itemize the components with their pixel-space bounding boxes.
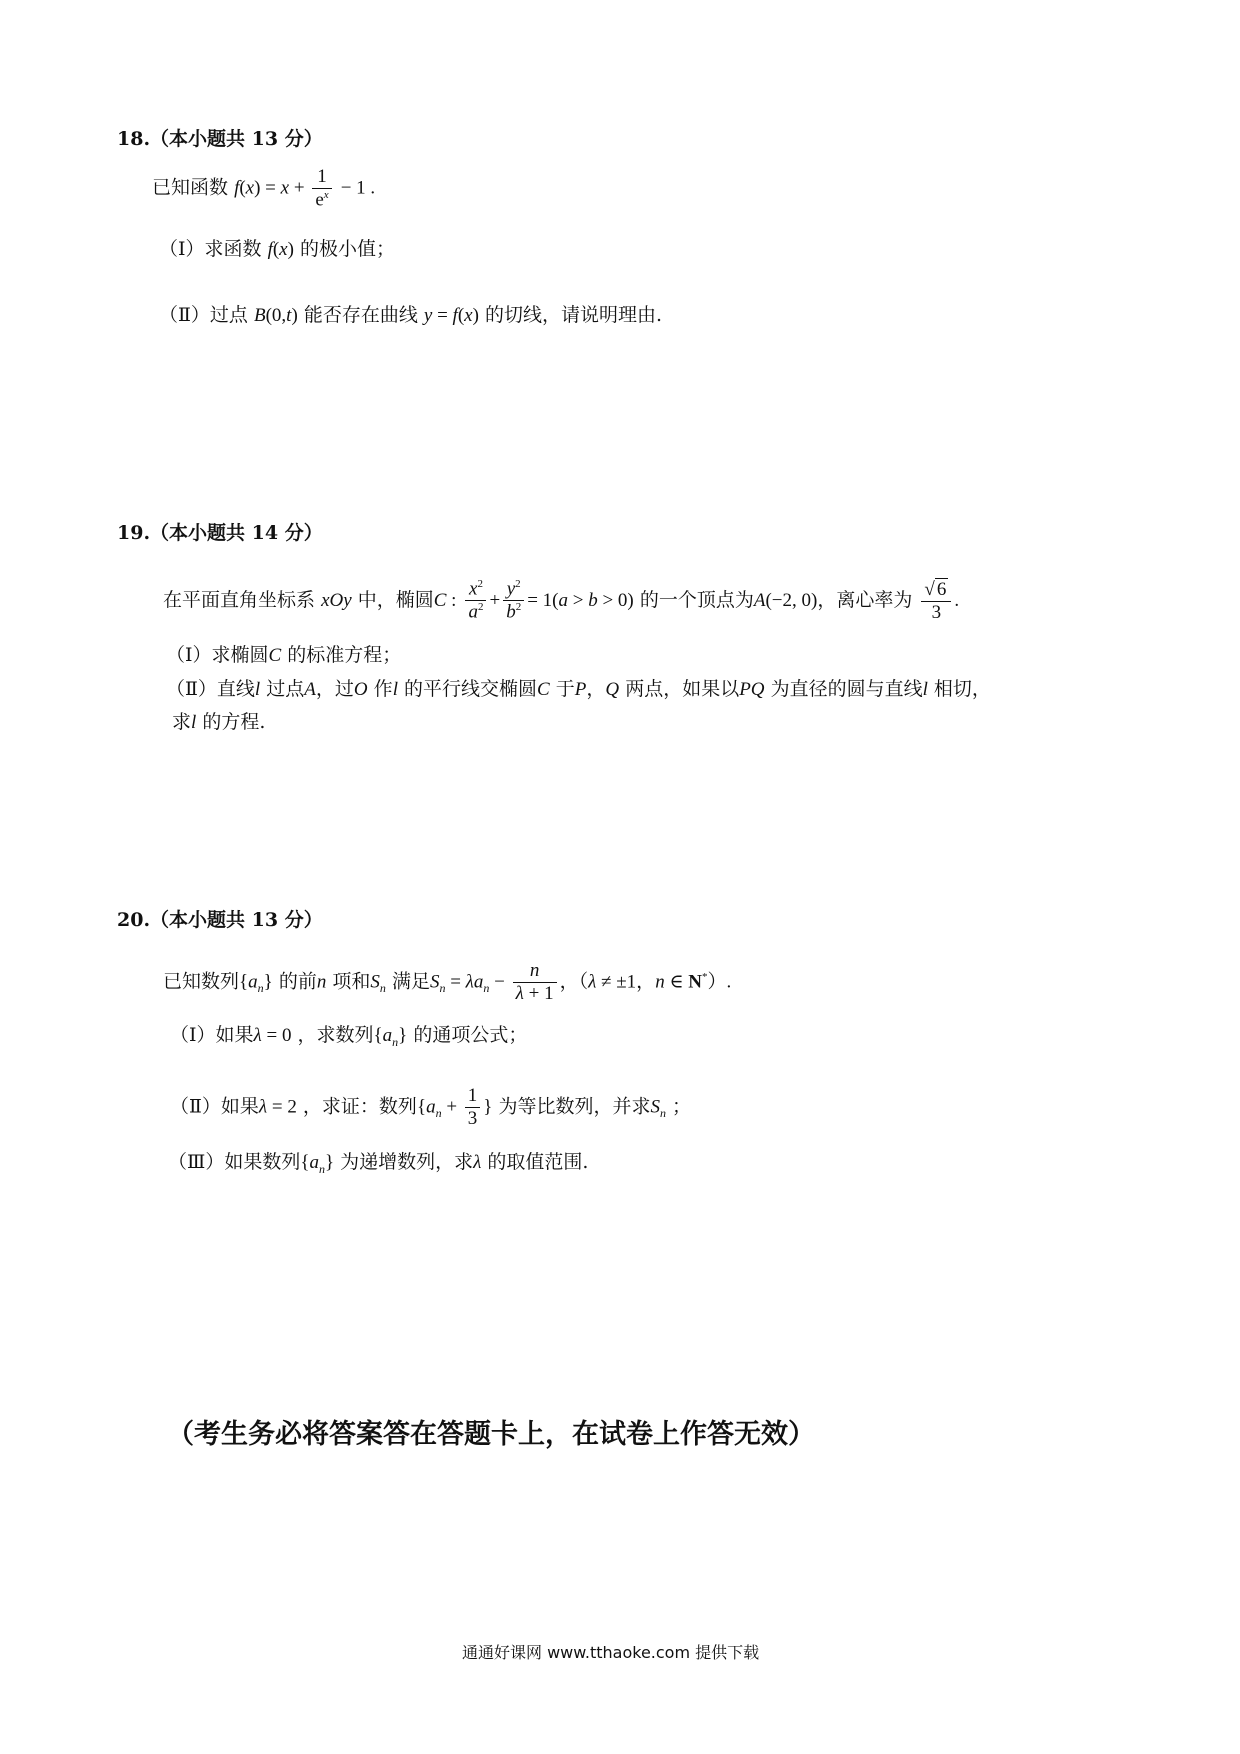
q19-stem-ecc: ，离心率为	[817, 588, 913, 611]
q19-stem-vertex: 的一个顶点为	[639, 588, 754, 611]
q20-part1: （Ⅰ）如果λ = 0 ，求数列$\{a_n\}$ 的通项公式；	[170, 1024, 528, 1049]
q20-part3-c: 的取值范围.	[487, 1151, 589, 1173]
q19-part2-a: （Ⅱ）直线	[166, 678, 255, 700]
q20-stem-a: 已知数列	[163, 970, 240, 993]
q20-part1-b: ，求数列	[297, 1024, 374, 1046]
answer-sheet-notice: （考生务必将答案答在答题卡上，在试卷上作答无效）	[167, 1419, 815, 1450]
q20-part2-d: ；	[672, 1095, 692, 1118]
q20-part1-a: （Ⅰ）如果	[170, 1024, 254, 1046]
q19-part2-line2-a: 求	[172, 711, 192, 733]
q18-fraction: $\frac{1}{e^x}$	[312, 166, 331, 211]
q18-part1-suffix: 的极小值；	[299, 238, 395, 260]
q18-part2: （Ⅱ）过点 B(0,t) 能否存在曲线 y = f(x) 的切线，请说明理由.	[159, 304, 662, 326]
q18-title: 18.（本小题共 13 分）	[117, 128, 323, 150]
q20-stem: 已知数列$\{a_n\}$ 的前n 项和$S_n$ 满足$S_n = \lambda a_n$ − $\frac{n}{\lambda + 1}$ ，（λ ≠ ±1，n ∈ N*）.	[163, 960, 732, 1004]
q18-part1: （Ⅰ）求函数 f(x) 的极小值；	[159, 238, 395, 260]
q19-part2-e: 的平行线交椭圆	[404, 678, 538, 700]
q19-title: 19.（本小题共 14 分）	[117, 522, 323, 544]
q19-part2-line2: 求l 的方程.	[172, 711, 266, 733]
q19-part2-g: 两点，如果以	[625, 678, 740, 700]
q19-part1-text: （Ⅰ）求椭圆	[166, 644, 269, 666]
q20-part2-c: 为等比数列，并求	[498, 1095, 651, 1118]
q20-stem-c: 项和	[332, 970, 371, 993]
q20-stem-d: 满足	[391, 970, 430, 993]
q19-part2-f: 于	[555, 678, 575, 700]
q18-stem-text: 已知函数	[152, 176, 229, 199]
q19-part2-h: 为直径的圆与直线	[770, 678, 923, 700]
q19-part2-d: 作	[373, 678, 393, 700]
q19-part1-suffix: 的标准方程；	[287, 644, 402, 666]
q20-part3-b: 为递增数列，求	[340, 1151, 474, 1173]
q18-part2-suffix: 的切线，请说明理由.	[484, 304, 662, 326]
q19-part2-b: 过点	[266, 678, 305, 700]
q19-stem: 在平面直角坐标系 xOy 中，椭圆C : $\frac{x^2}{a^2}$ + $\frac{y^2}{b^2}$ = 1(a > b > 0) 的一个顶点为A(−2, 0)，离心率为 $\frac{√ 6}{3}$ .	[163, 578, 960, 623]
q20-part1-c: 的通项公式；	[413, 1024, 528, 1046]
q18-part2-text: （Ⅱ）过点	[159, 304, 248, 326]
q20-part3-a: （Ⅲ）如果数列	[168, 1151, 301, 1173]
q20-part3: （Ⅲ）如果数列$\{a_n\}$ 为递增数列，求λ 的取值范围.	[168, 1151, 589, 1176]
q18-part1-text: （Ⅰ）求函数	[159, 238, 262, 260]
q20-title: 20.（本小题共 13 分）	[117, 909, 323, 931]
q19-part2-c: ，过	[315, 678, 354, 700]
q20-stem-b: 的前	[278, 970, 317, 993]
q19-stem-mid: 中，椭圆	[357, 588, 434, 611]
q19-part2: （Ⅱ）直线l 过点A，过O 作l 的平行线交椭圆C 于P，Q 两点，如果以PQ 为直径的圆与直线l 相切，	[166, 678, 991, 700]
q19-part2-i: 相切，	[933, 678, 991, 700]
q19-part2-line2-b: 的方程.	[202, 711, 266, 733]
q20-part2-b: ，求证：数列	[302, 1095, 417, 1118]
q19-part1: （Ⅰ）求椭圆C 的标准方程；	[166, 644, 402, 666]
q19-stem-prefix: 在平面直角坐标系	[163, 588, 316, 611]
q18-part2-mid: 能否存在曲线	[303, 304, 418, 326]
q20-part2-a: （Ⅱ）如果	[170, 1095, 259, 1118]
q18-stem: 已知函数 f(x) = x + $\frac{1}{e^x}$ − 1 .	[152, 166, 376, 211]
q20-part2: （Ⅱ）如果λ = 2 ，求证：数列{$a_n$ + $\frac{1}{3}$ } 为等比数列，并求$S_n$ ；	[170, 1085, 692, 1129]
footer-credit: 通通好课网 www.tthaoke.com 提供下载	[462, 1643, 760, 1662]
